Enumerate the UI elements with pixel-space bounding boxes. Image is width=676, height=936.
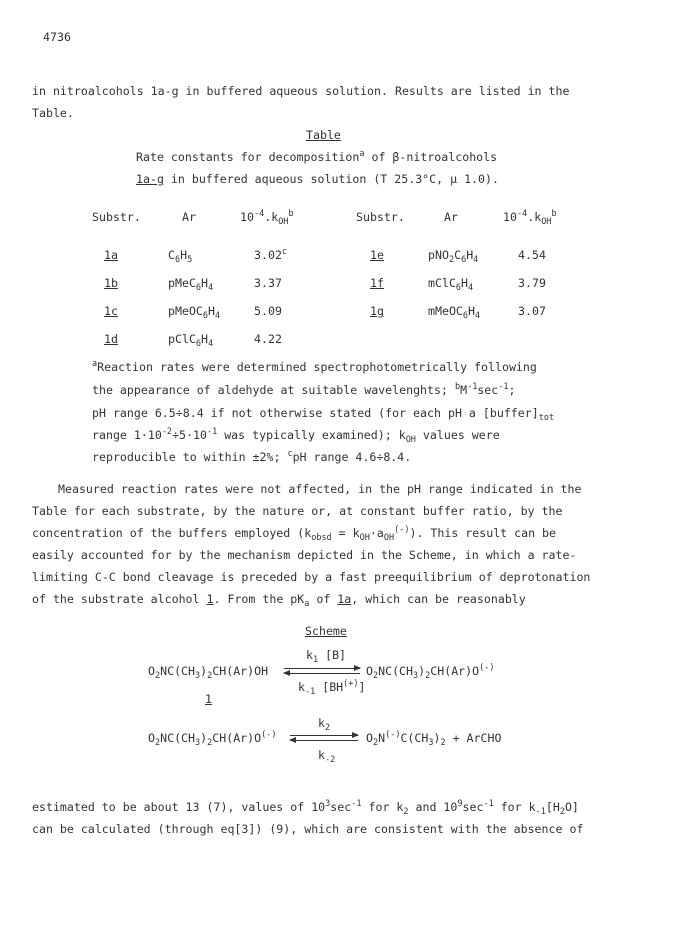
header-substr-left: Substr. (92, 210, 141, 224)
row-1e-ar: $pNO_2C_6H_4$ (428, 248, 479, 265)
footnote-line-3: pH range 6.5÷8.4 if not otherwise stated (for each pH a $[buffer]_{tot}$ (92, 406, 555, 423)
scheme-r1-forward-arrow (284, 668, 360, 669)
scheme-r1-reactant: $O_2NC(CH_3)_2CH(Ar)OH$ (148, 664, 269, 681)
row-1d-k: 4.22 (254, 332, 282, 346)
row-1g-substr: 1g (370, 304, 384, 318)
scheme-r2-reverse-arrow (290, 740, 358, 741)
row-1f-substr: 1f (370, 276, 384, 290)
table-caption-line-2: 1a-g in buffered aqueous solution (T 25.3°C, μ 1.0). (136, 172, 499, 186)
table-caption-line-1: Rate constants for decomposition$^a$ of β-nitroalcohols (136, 149, 498, 164)
paragraph-line-3: concentration of the buffers employed $(k_{obsd} = k_{OH}\cdot a_{OH}^{(-)})$. This result can be (32, 525, 557, 543)
row-1b-ar: $pMeC_6H_4$ (168, 276, 214, 293)
scheme-r2-rate-forward: $k_2$ (318, 716, 331, 733)
row-1d-ar: $pClC_6H_4$ (168, 332, 214, 349)
header-k-right: $10^{-4}.k_{OH}^b$ (503, 209, 557, 227)
scheme-r2-rate-reverse: $k_{-2}$ (318, 748, 336, 765)
row-1d-substr: 1d (104, 332, 118, 346)
scheme-compound-label: 1 (205, 692, 212, 706)
footnote-line-5: reproducible to within ±2%; $^c$pH range 4.6÷8.4. (92, 449, 412, 464)
header-ar-left: Ar (182, 210, 196, 224)
page-number: 4736 (43, 30, 71, 44)
row-1b-substr: 1b (104, 276, 118, 290)
paragraph-line-6: of the substrate alcohol 1. From the $pK_a$ of 1a, which can be reasonably (32, 592, 526, 609)
scheme-r1-reverse-arrow (284, 673, 360, 674)
intro-line-1: in nitroalcohols 1a-g in buffered aqueous solution. Results are listed in the (32, 84, 570, 98)
row-1c-k: 5.09 (254, 304, 282, 318)
footnote-line-4: range $1\cdot 10^{-2}\div 5\cdot 10^{-1}$ was typically examined); $k_{OH}$ values were (92, 427, 500, 445)
paragraph-line-4: easily accounted for by the mechanism depicted in the Scheme, in which a rate- (32, 548, 577, 562)
closing-line-2: can be calculated (through eq[3]) (9), which are consistent with the absence of (32, 822, 584, 836)
footnote-line-1: $^a$Reaction rates were determined spectrophotometrically following (92, 359, 537, 374)
paragraph-line-1: Measured reaction rates were not affected, in the pH range indicated in the (58, 482, 582, 496)
row-1g-k: 3.07 (518, 304, 546, 318)
scheme-r2-forward-arrow (290, 735, 358, 736)
paragraph-line-2: Table for each substrate, by the nature or, at constant buffer ratio, by the (32, 504, 563, 518)
row-1c-substr: 1c (104, 304, 118, 318)
table-title: Table (306, 128, 341, 142)
scheme-r1-rate-forward: $k_1$ [B] (306, 648, 347, 665)
header-substr-right: Substr. (356, 210, 405, 224)
row-1c-ar: $pMeOC_6H_4$ (168, 304, 221, 321)
intro-line-2: Table. (32, 106, 74, 120)
row-1e-k: 4.54 (518, 248, 546, 262)
header-ar-right: Ar (444, 210, 458, 224)
closing-line-1: estimated to be about 13 (7), values of $10^3\sec^{-1}$ for $k_2$ and $10^9\sec^{-1}$ for $k_{-1}[H_2O]$ (32, 799, 579, 817)
row-1a-substr: 1a (104, 248, 118, 262)
footnote-line-2: the appearance of aldehyde at suitable wavelenghts; $^bM^{-1}\sec^{-1}$; (92, 382, 516, 397)
row-1a-ar: $C_6H_5$ (168, 248, 193, 265)
row-1b-k: 3.37 (254, 276, 282, 290)
row-1e-substr: 1e (370, 248, 384, 262)
row-1f-k: 3.79 (518, 276, 546, 290)
row-1a-k: 3.02$^c$ (254, 247, 288, 262)
scheme-r2-products: $O_2N^{(-)}C(CH_3)_2$ + ArCHO (366, 730, 502, 748)
header-k-left: $10^{-4}.k_{OH}^b$ (240, 209, 294, 227)
row-1g-ar: $mMeOC_6H_4$ (428, 304, 481, 321)
scheme-r2-reactant: $O_2NC(CH_3)_2CH(Ar)O^{(-)}$ (148, 730, 277, 748)
scheme-r1-product: $O_2NC(CH_3)_2CH(Ar)O^{(-)}$ (366, 663, 495, 681)
paragraph-line-5: limiting C-C bond cleavage is preceded by a fast preequilibrium of deprotonation (32, 570, 591, 584)
row-1f-ar: $mClC_6H_4$ (428, 276, 474, 293)
scheme-title: Scheme (305, 624, 347, 638)
scheme-r1-rate-reverse: $k_{-1}$ [BH(+)] (298, 679, 366, 697)
